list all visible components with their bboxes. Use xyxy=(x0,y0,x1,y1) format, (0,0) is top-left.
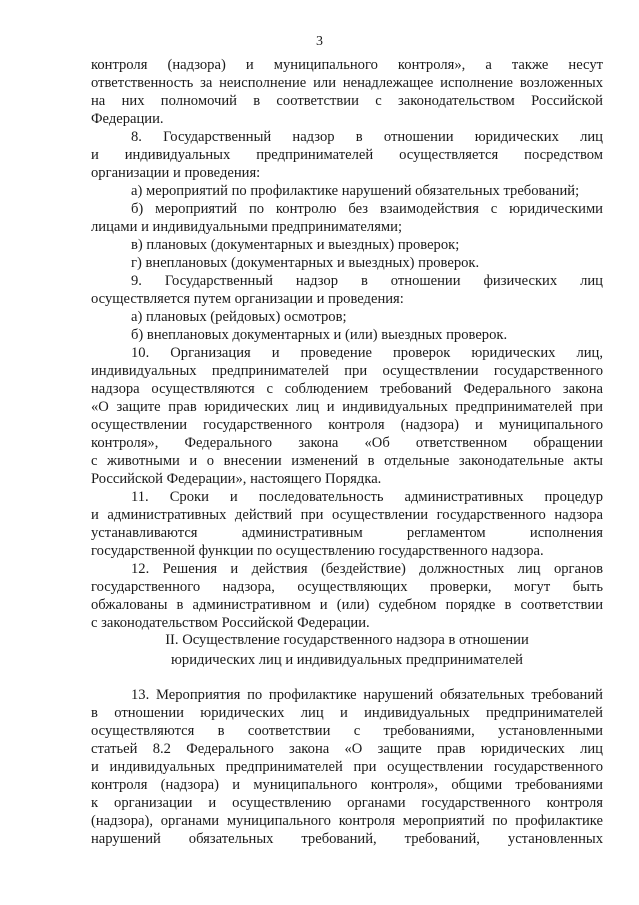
text-line: государственной функции по осуществлению государственного надзора. xyxy=(91,543,544,559)
text-line: контроля (надзора) и муниципального контроля», а также несут xyxy=(91,57,603,73)
list-item-b: б) мероприятий по контролю без взаимодействия с юридическими xyxy=(131,201,603,217)
section-heading xyxy=(91,630,603,670)
paragraph-9-start: 9. Государственный надзор в отношении физических лиц xyxy=(131,273,603,289)
paragraph-13-start: 13. Мероприятия по профилактике нарушений обязательных требований xyxy=(131,687,603,703)
text-line: (надзора), органами муниципального контроля мероприятий по профилактике xyxy=(91,813,603,829)
text-line: с законодательством Российской Федерации. xyxy=(91,615,370,631)
text-line: к организации и осуществлению органами государственного контроля xyxy=(91,795,603,811)
list-item-b: б) внеплановых документарных и (или) выездных проверок. xyxy=(131,327,508,343)
text-line: ответственность за неисполнение или ненадлежащее исполнение возложенных xyxy=(91,75,603,91)
section-heading-line: юридических лиц и индивидуальных предпринимателей xyxy=(171,652,523,668)
text-line: лицами и индивидуальными предпринимателями; xyxy=(91,219,403,235)
text-line: в отношении юридических лиц и индивидуальных предпринимателей xyxy=(91,705,603,721)
body-text-block-2 xyxy=(91,686,603,848)
text-line: и административных действий при осуществлении государственного надзора xyxy=(91,507,603,523)
list-item-v: в) плановых (документарных и выездных) проверок; xyxy=(131,237,460,253)
text-line: контроля», Федерального закона «Об ответственном обращении xyxy=(91,435,603,451)
section-heading-line: II. Осуществление государственного надзора в отношении xyxy=(165,632,529,648)
list-item-a: а) плановых (рейдовых) осмотров; xyxy=(131,309,347,325)
text-line: обжалованы в административном и (или) судебном порядке в соответствии xyxy=(91,597,603,613)
text-line: на них полномочий в соответствии с законодательством Российской xyxy=(91,93,603,109)
text-line: осуществляются в соответствии с требованиями, установленными xyxy=(91,723,603,739)
text-line: осуществлении государственного контроля (надзора) и муниципального xyxy=(91,417,603,433)
text-line: надзора осуществляются с соблюдением требований Федерального закона xyxy=(91,381,603,397)
text-line: организации и проведения: xyxy=(91,165,261,181)
page-number: 3 xyxy=(316,34,323,49)
list-item-g: г) внеплановых (документарных и выездных) проверок. xyxy=(131,255,480,271)
text-line: контроля (надзора) и муниципального контроля», общими требованиями xyxy=(91,777,603,793)
text-line: устанавливаются административным регламентом исполнения xyxy=(91,525,603,541)
text-line: статьей 8.2 Федерального закона «О защите прав юридических лиц xyxy=(91,741,603,757)
text-line: нарушений обязательных требований, требований, установленных xyxy=(91,831,603,847)
text-line: государственного надзора, осуществляющих проверки, могут быть xyxy=(91,579,603,595)
text-line: осуществляется путем организации и проведения: xyxy=(91,291,404,307)
paragraph-11-start: 11. Сроки и последовательность административных процедур xyxy=(131,489,603,505)
text-line: и индивидуальных предпринимателей осуществляется посредством xyxy=(91,147,603,163)
body-text-block-1 xyxy=(91,56,603,632)
text-line: с животными и о внесении изменений в отдельные законодательные акты xyxy=(91,453,603,469)
paragraph-12-start: 12. Решения и действия (бездействие) должностных лиц органов xyxy=(131,561,603,577)
text-line: индивидуальных предпринимателей при осуществлении государственного xyxy=(91,363,603,379)
paragraph-10-start: 10. Организация и проведение проверок юридических лиц, xyxy=(131,345,603,361)
text-line: и индивидуальных предпринимателей при осуществлении государственного xyxy=(91,759,603,775)
text-line: «О защите прав юридических лиц и индивидуальных предпринимателей при xyxy=(91,399,603,415)
text-line: Федерации. xyxy=(91,111,164,127)
text-line: Российской Федерации», настоящего Порядка. xyxy=(91,471,382,487)
list-item-a: а) мероприятий по профилактике нарушений обязательных требований; xyxy=(131,183,580,199)
paragraph-8-start: 8. Государственный надзор в отношении юридических лиц xyxy=(131,129,603,145)
